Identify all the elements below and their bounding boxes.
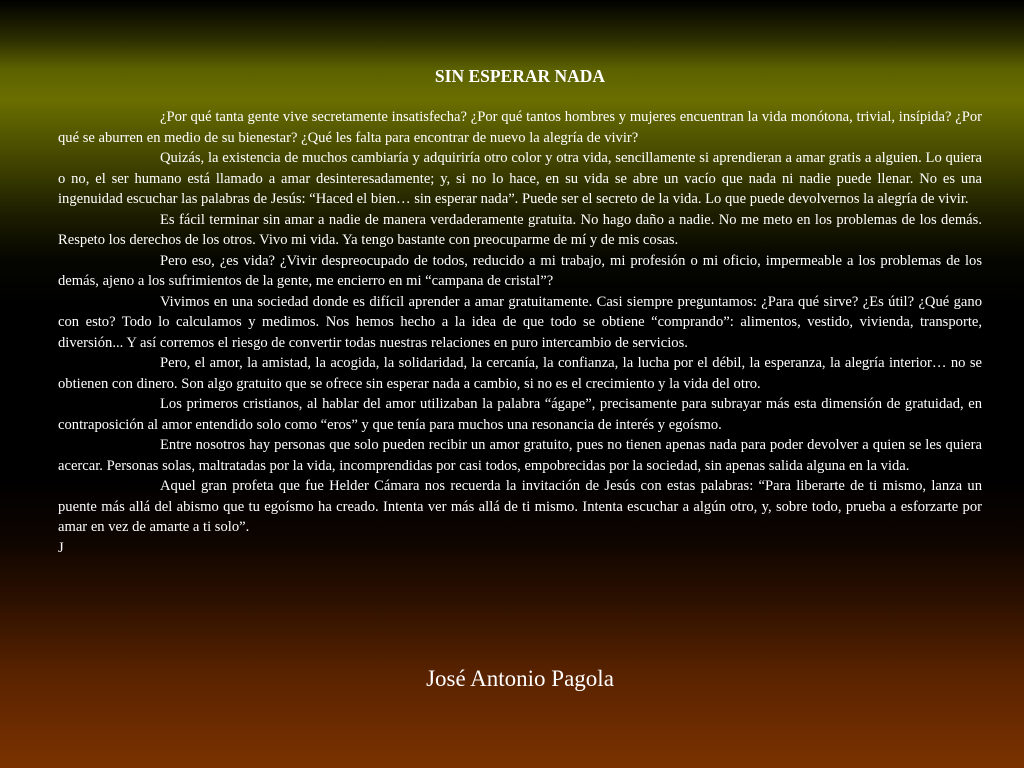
page-title: SIN ESPERAR NADA <box>434 66 606 86</box>
paragraph: Los primeros cristianos, al hablar del amor utilizaban la palabra “ágape”, precisamente para subrayar más esta dimensión de gratuidad, en contraposición al amor entendido solo como “eros” y que tenía para muchos una resonancia de interés y egoísmo. <box>58 396 982 433</box>
slide <box>58 0 982 768</box>
article-body <box>58 107 982 558</box>
paragraph: Aquel gran profeta que fue Helder Cámara nos recuerda la invitación de Jesús con estas palabras: “Para liberarte de ti mismo, lanza un puente más allá del abismo que tu egoísmo ha creado. Intenta ver más allá de ti mismo. Intenta escuchar a algún otro, y, sobre todo, prueba a esforzarte por amar en vez de amarte a ti solo”. <box>58 478 982 535</box>
paragraph: Vivimos en una sociedad donde es difícil aprender a amar gratuitamente. Casi siempre preguntamos: ¿Para qué sirve? ¿Es útil? ¿Qué gano con esto? Todo lo calculamos y medimos. Nos hemos hecho a la idea de que todo se obtiene “comprando”: alimentos, vestido, vivienda, transporte, diversión... Y así corremos el riesgo de convertir todas nuestras relaciones en puro intercambio de servicios. <box>58 293 982 351</box>
paragraph: Es fácil terminar sin amar a nadie de manera verdaderamente gratuita. No hago daño a nadie. No me meto en los problemas de los demás. Respeto los derechos de los otros. Vivo mi vida. Ya tengo bastante con preocuparme de mí y de mis cosas. <box>58 211 982 248</box>
paragraph: ¿Por qué tanta gente vive secretamente insatisfecha? ¿Por qué tantos hombres y mujeres encuentran la vida monótona, trivial, insípida? ¿Por qué se aburren en medio de su bienestar? ¿Qué les falta para encontrar de nuevo la alegría de vivir? <box>58 109 982 146</box>
paragraph: Pero, el amor, la amistad, la acogida, la solidaridad, la cercanía, la confianza, la lucha por el débil, la esperanza, la alegría interior… no se obtienen con dinero. Son algo gratuito que se ofrece sin esperar nada a cambio, si no es el crecimiento y la vida del otro. <box>58 355 982 392</box>
closing-letter: J <box>58 539 64 556</box>
paragraph: Entre nosotros hay personas que solo pueden recibir un amor gratuito, pues no tienen apenas nada para poder devolver a quien se les quiera acercar. Personas solas, maltratadas por la vida, incomprendidas por casi todos, empobrecidas por la sociedad, sin apenas salida alguna en la vida. <box>58 437 982 474</box>
paragraph: Pero eso, ¿es vida? ¿Vivir despreocupado de todos, reducido a mi trabajo, mi profesión o mi oficio, impermeable a los problemas de los demás, ajeno a los sufrimientos de la gente, me encierro en mi “campana de cristal”? <box>58 252 982 289</box>
paragraph: Quizás, la existencia de muchos cambiaría y adquiriría otro color y otra vida, sencillamente si aprendieran a amar gratis a alguien. Lo quiera o no, el ser humano está llamado a amar desinteresadamente; y, si no lo hace, en su vida se abre un vacío que nada ni nadie puede llenar. No es una ingenuidad escuchar las palabras de Jesús: “Haced el bien… sin esperar nada”. Puede ser el secreto de la vida. Lo que puede devolvernos la alegría de vivir. <box>58 150 982 207</box>
author-signature: José Antonio Pagola <box>426 666 614 691</box>
